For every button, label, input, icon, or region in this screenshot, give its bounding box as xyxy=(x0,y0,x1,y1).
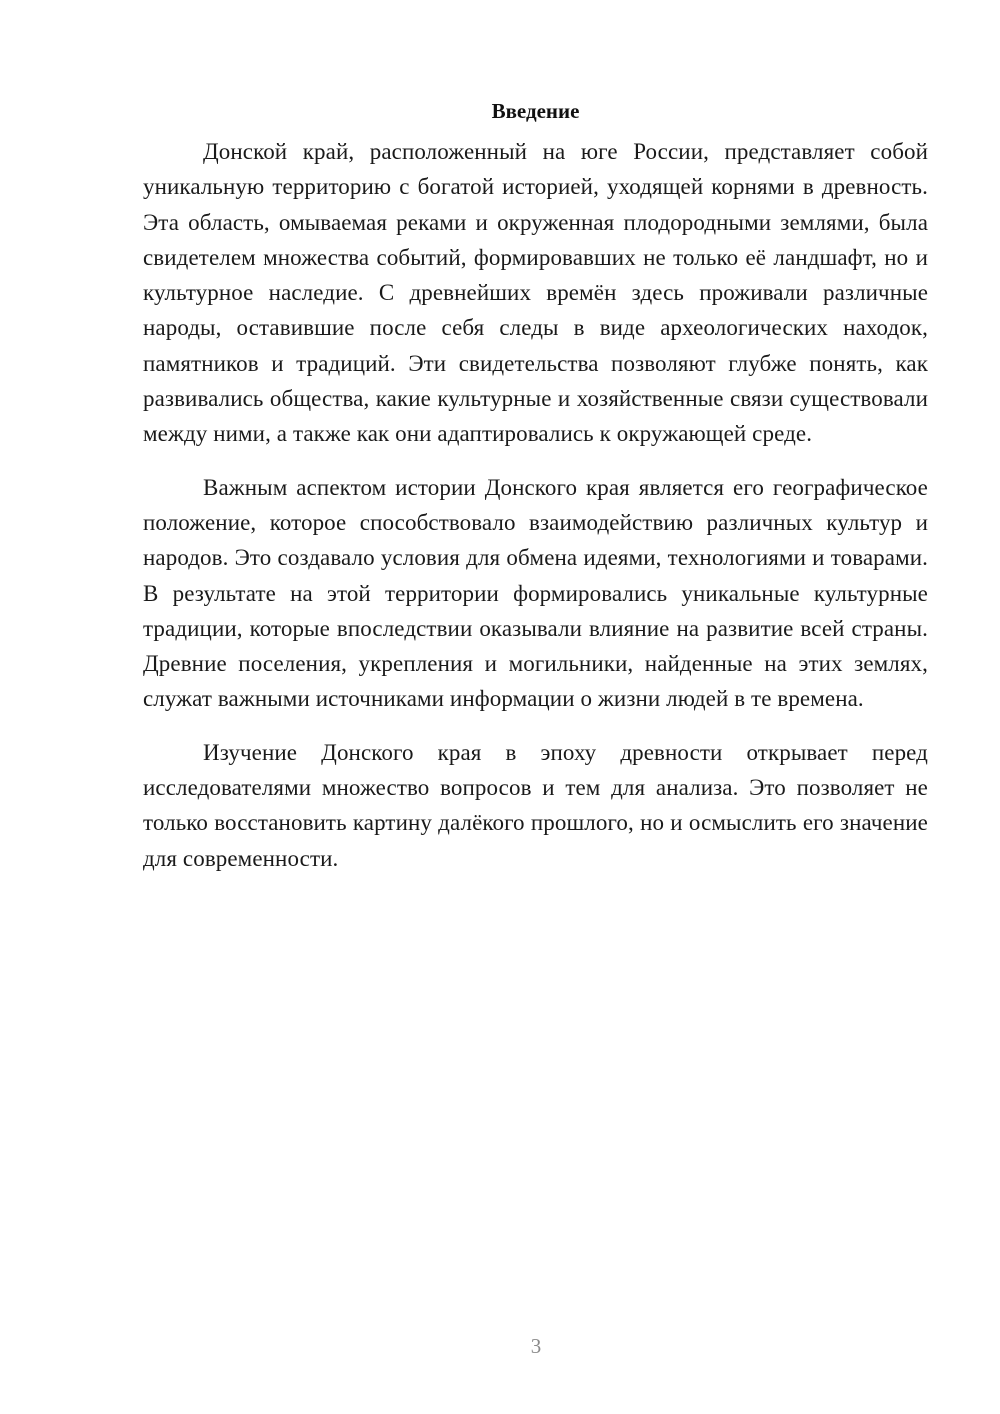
paragraph-2: Важным аспектом истории Донского края является его географическое положение, которое способствовало взаимодействию различных культур и народов. Это создавало условия для обмена идеями, технологиями и товарами. В результате на этой территории формировались уникальные культурные традиции, которые впоследствии оказывали влияние на развитие всей страны. Древние поселения, укрепления и могильники, найденные на этих землях, служат важными источниками информации о жизни людей в те времена. xyxy=(143,474,928,712)
paragraph-3: Изучение Донского края в эпоху древности открывает перед исследователями множество вопросов и тем для анализа. Это позволяет не только восстановить картину далёкого прошлого, но и осмыслить его значение для современности. xyxy=(143,739,928,871)
page-content xyxy=(143,96,928,894)
paragraph-1: Донской край, расположенный на юге России, представляет собой уникальную территорию с богатой историей, уходящей корнями в древность. Эта область, омываемая реками и окруженная плодородными землями, была свидетелем множества событий, формировавших не только её ландшафт, но и культурное наследие. С древнейших времён здесь проживали различные народы, оставившие после себя следы в виде археологических находок, памятников и традиций. Эти свидетельства позволяют глубже понять, как развивались общества, какие культурные и хозяйственные связи существовали между ними, а также как они адаптировались к окружающей среде. xyxy=(143,139,928,447)
section-title: Введение xyxy=(491,99,580,123)
page-number: 3 xyxy=(530,1334,542,1358)
